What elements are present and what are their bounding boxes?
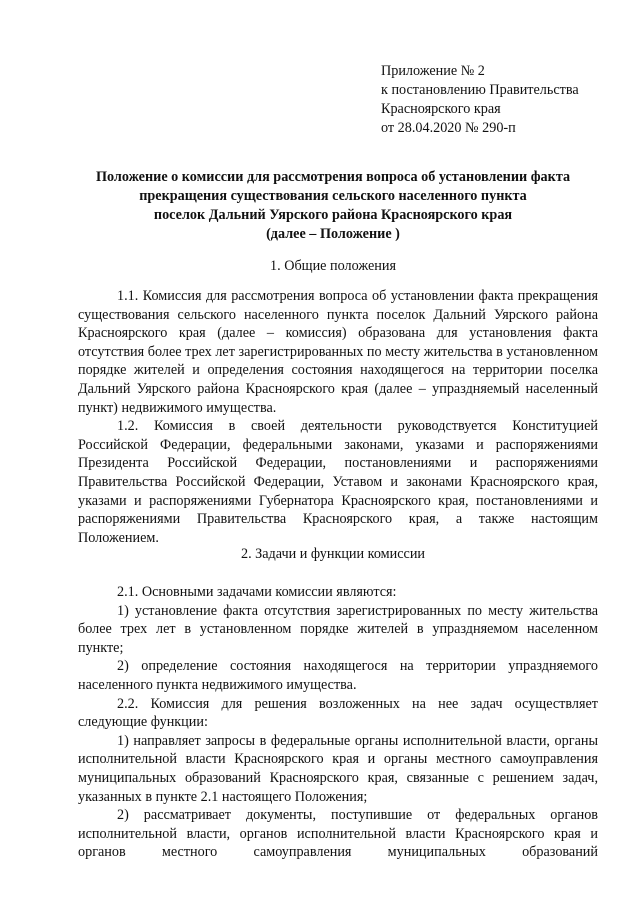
title-line-1: Положение о комиссии для рассмотрения вопроса об установлении факта	[95, 169, 571, 185]
paragraph-2-2-item-1: 1) направляет запросы в федеральные органы исполнительной власти, органы исполнительной власти Красноярского края и органы местного самоуправления муниципальных образований Красноярского края, связанные с решением задач, указанных в пункте 2.1 настоящего Положения;	[78, 732, 598, 805]
appendix-line-1: Приложение № 2	[381, 63, 485, 79]
appendix-line-3: Красноярского края	[381, 101, 501, 117]
paragraph-1-2: 1.2. Комиссия в своей деятельности руководствуется Конституцией Российской Федерации, федеральными законами, указами и распоряжениями Президента Российской Федерации, постановлениями и распоряжениями Правительства Российской Федерации, Уставом и законами Красноярского края, указами и распоряжениями Губернатора Красноярского края, постановлениями и распоряжениями Правительства Красноярского края, а также настоящим Положением.	[78, 418, 598, 546]
section-2-heading: 2. Задачи и функции комиссии	[240, 546, 426, 562]
title-line-2: прекращения существования сельского населенного пункта	[139, 188, 527, 204]
title-line-4: (далее – Положение )	[266, 226, 400, 242]
paragraph-2-1-item-1: 1) установление факта отсутствия зарегистрированных по месту жительства более трех лет в установленном порядке жителей в упраздняемом населенном пункте;	[78, 602, 598, 656]
paragraph-1-1: 1.1. Комиссия для рассмотрения вопроса об установлении факта прекращения существования сельского населенного пункта поселок Дальний Уярского района Красноярского края (далее – комиссия) образована для установления факта отсутствия более трех лет зарегистрированных по месту жительства в установленном порядке жителей и определения состояния находящегося на территории поселка Дальний Уярского района Красноярского края (далее – упраздняемый населенный пункт) недвижимого имущества.	[78, 288, 598, 416]
appendix-line-4: от 28.04.2020 № 290-п	[381, 120, 516, 136]
appendix-line-2: к постановлению Правительства	[381, 82, 579, 98]
paragraph-2-1-item-2: 2) определение состояния находящегося на территории упраздняемого населенного пункта недвижимого имущества.	[78, 658, 598, 693]
appendix-block	[381, 62, 579, 138]
section-2-body	[78, 583, 598, 862]
document-title	[60, 168, 606, 244]
paragraph-2-1: 2.1. Основными задачами комиссии являются:	[117, 584, 397, 600]
title-line-3: поселок Дальний Уярского района Красноярского края	[153, 207, 513, 223]
paragraph-2-2: 2.2. Комиссия для решения возложенных на нее задач осуществляет следующие функции:	[78, 695, 598, 731]
section-1-body	[78, 287, 598, 547]
section-1-heading: 1. Общие положения	[270, 258, 396, 274]
paragraph-2-2-item-2: 2) рассматривает документы, поступившие от федеральных органов исполнительной власти, органов исполнительной власти Красноярского края и органов местного самоуправления муниципальных образований	[78, 807, 598, 861]
